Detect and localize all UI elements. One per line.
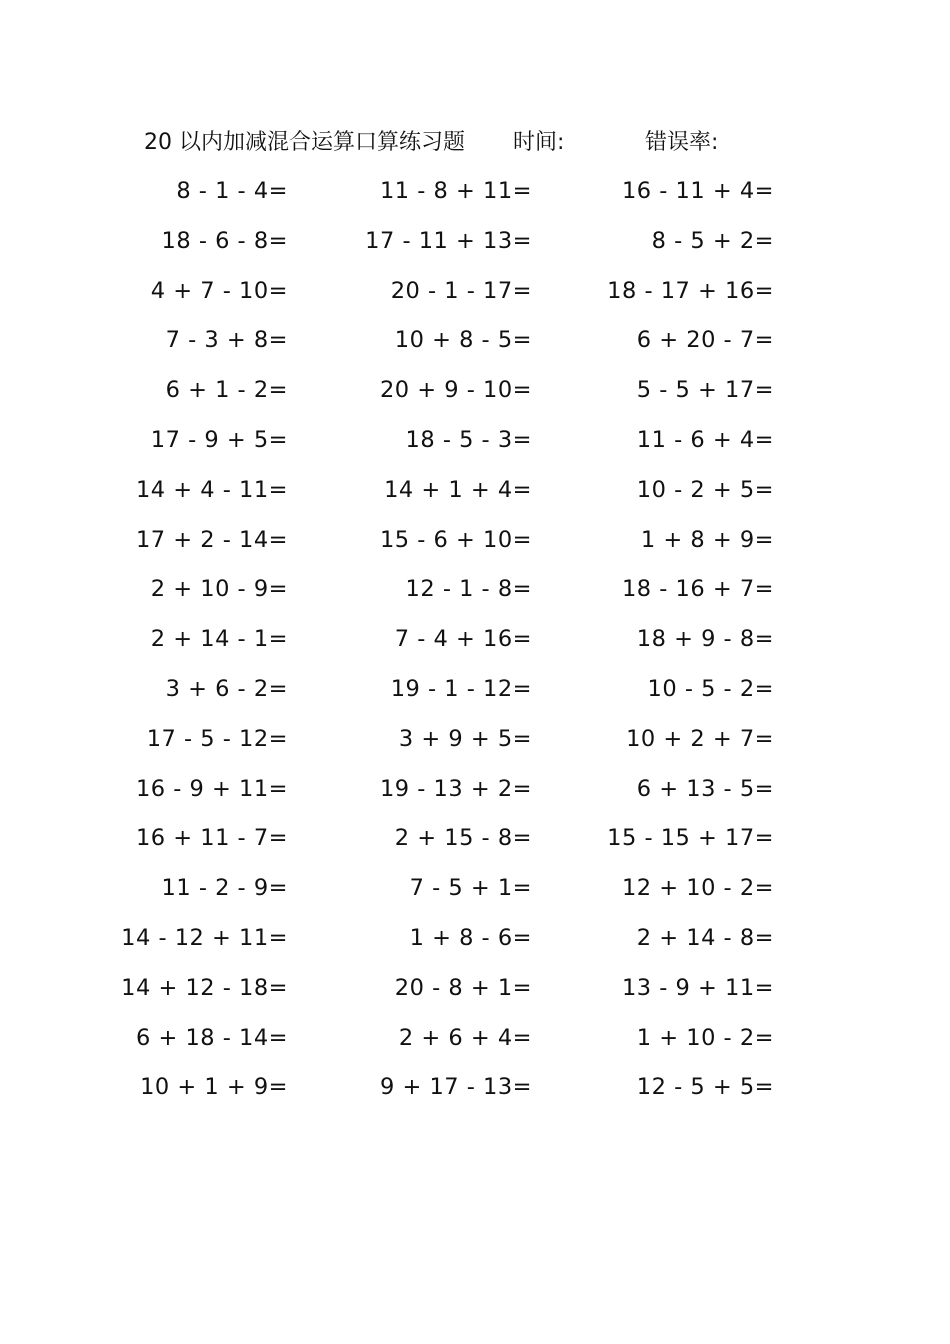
math-problem: 17 - 11 + 13=: [365, 227, 532, 254]
problem-row: [0, 714, 950, 764]
math-problem: 8 - 5 + 2=: [651, 227, 774, 254]
math-problem: 15 - 6 + 10=: [379, 526, 532, 553]
math-problem: 7 - 4 + 16=: [394, 626, 532, 653]
math-problem: 11 - 2 - 9=: [161, 875, 288, 902]
problem-row: [0, 166, 950, 216]
error-rate-label: 错误率:: [645, 130, 719, 155]
problem-grid: [0, 166, 950, 1112]
problem-row: [0, 564, 950, 614]
math-problem: 18 - 17 + 16=: [607, 277, 774, 304]
problem-row: [0, 1062, 950, 1112]
math-problem: 2 + 10 - 9=: [150, 576, 288, 603]
math-problem: 1 + 8 - 6=: [409, 924, 532, 951]
math-problem: 12 + 10 - 2=: [621, 875, 774, 902]
problem-row: [0, 515, 950, 565]
math-problem: 6 + 20 - 7=: [636, 327, 774, 354]
math-problem: 19 - 13 + 2=: [379, 775, 532, 802]
problem-row: [0, 963, 950, 1013]
math-problem: 6 + 1 - 2=: [165, 377, 288, 404]
time-label: 时间:: [513, 130, 565, 155]
math-problem: 8 - 1 - 4=: [176, 178, 288, 204]
math-problem: 17 - 5 - 12=: [146, 725, 288, 752]
math-problem: 18 - 6 - 8=: [161, 227, 288, 254]
problem-row: [0, 266, 950, 316]
math-problem: 1 + 8 + 9=: [640, 526, 774, 553]
worksheet-title: 20 以内加减混合运算口算练习题: [144, 130, 465, 155]
problem-row: [0, 664, 950, 714]
math-problem: 1 + 10 - 2=: [636, 1024, 774, 1051]
problem-row: [0, 415, 950, 465]
math-problem: 16 - 11 + 4=: [621, 178, 774, 204]
math-problem: 11 - 8 + 11=: [379, 178, 532, 204]
math-problem: 10 + 8 - 5=: [394, 327, 532, 354]
math-problem: 20 - 8 + 1=: [394, 974, 532, 1001]
worksheet-header: [0, 126, 950, 160]
math-problem: 14 - 12 + 11=: [121, 924, 288, 951]
problem-row: [0, 813, 950, 863]
math-problem: 5 - 5 + 17=: [636, 377, 774, 404]
problem-row: [0, 315, 950, 365]
math-problem: 18 - 16 + 7=: [621, 576, 774, 603]
math-problem: 10 - 5 - 2=: [647, 675, 774, 702]
problem-row: [0, 614, 950, 664]
math-problem: 11 - 6 + 4=: [636, 426, 774, 453]
math-problem: 12 - 1 - 8=: [405, 576, 532, 603]
problem-row: [0, 913, 950, 963]
math-problem: 19 - 1 - 12=: [390, 675, 532, 702]
math-problem: 13 - 9 + 11=: [621, 974, 774, 1001]
math-problem: 3 + 6 - 2=: [165, 675, 288, 702]
math-problem: 14 + 12 - 18=: [121, 974, 288, 1001]
math-problem: 20 - 1 - 17=: [390, 277, 532, 304]
math-problem: 2 + 6 + 4=: [398, 1024, 532, 1051]
math-problem: 15 - 15 + 17=: [607, 825, 774, 852]
math-problem: 16 - 9 + 11=: [135, 775, 288, 802]
math-problem: 2 + 15 - 8=: [394, 825, 532, 852]
problem-row: [0, 465, 950, 515]
problem-row: [0, 1013, 950, 1063]
math-problem: 4 + 7 - 10=: [150, 277, 288, 304]
math-problem: 6 + 13 - 5=: [636, 775, 774, 802]
math-problem: 2 + 14 - 8=: [636, 924, 774, 951]
math-problem: 3 + 9 + 5=: [398, 725, 532, 752]
math-problem: 20 + 9 - 10=: [379, 377, 532, 404]
math-problem: 18 - 5 - 3=: [405, 426, 532, 453]
math-problem: 10 + 1 + 9=: [140, 1074, 288, 1101]
math-problem: 2 + 14 - 1=: [150, 626, 288, 653]
math-problem: 7 - 3 + 8=: [165, 327, 288, 354]
math-problem: 17 - 9 + 5=: [150, 426, 288, 453]
math-problem: 7 - 5 + 1=: [409, 875, 532, 902]
problem-row: [0, 863, 950, 913]
problem-row: [0, 216, 950, 266]
math-problem: 16 + 11 - 7=: [135, 825, 288, 852]
math-problem: 18 + 9 - 8=: [636, 626, 774, 653]
math-problem: 10 + 2 + 7=: [626, 725, 774, 752]
math-problem: 14 + 1 + 4=: [384, 476, 532, 503]
math-problem: 12 - 5 + 5=: [636, 1074, 774, 1101]
math-problem: 17 + 2 - 14=: [135, 526, 288, 553]
problem-row: [0, 365, 950, 415]
math-problem: 14 + 4 - 11=: [135, 476, 288, 503]
math-problem: 6 + 18 - 14=: [135, 1024, 288, 1051]
problem-row: [0, 764, 950, 814]
math-problem: 9 + 17 - 13=: [379, 1074, 532, 1101]
math-problem: 10 - 2 + 5=: [636, 476, 774, 503]
